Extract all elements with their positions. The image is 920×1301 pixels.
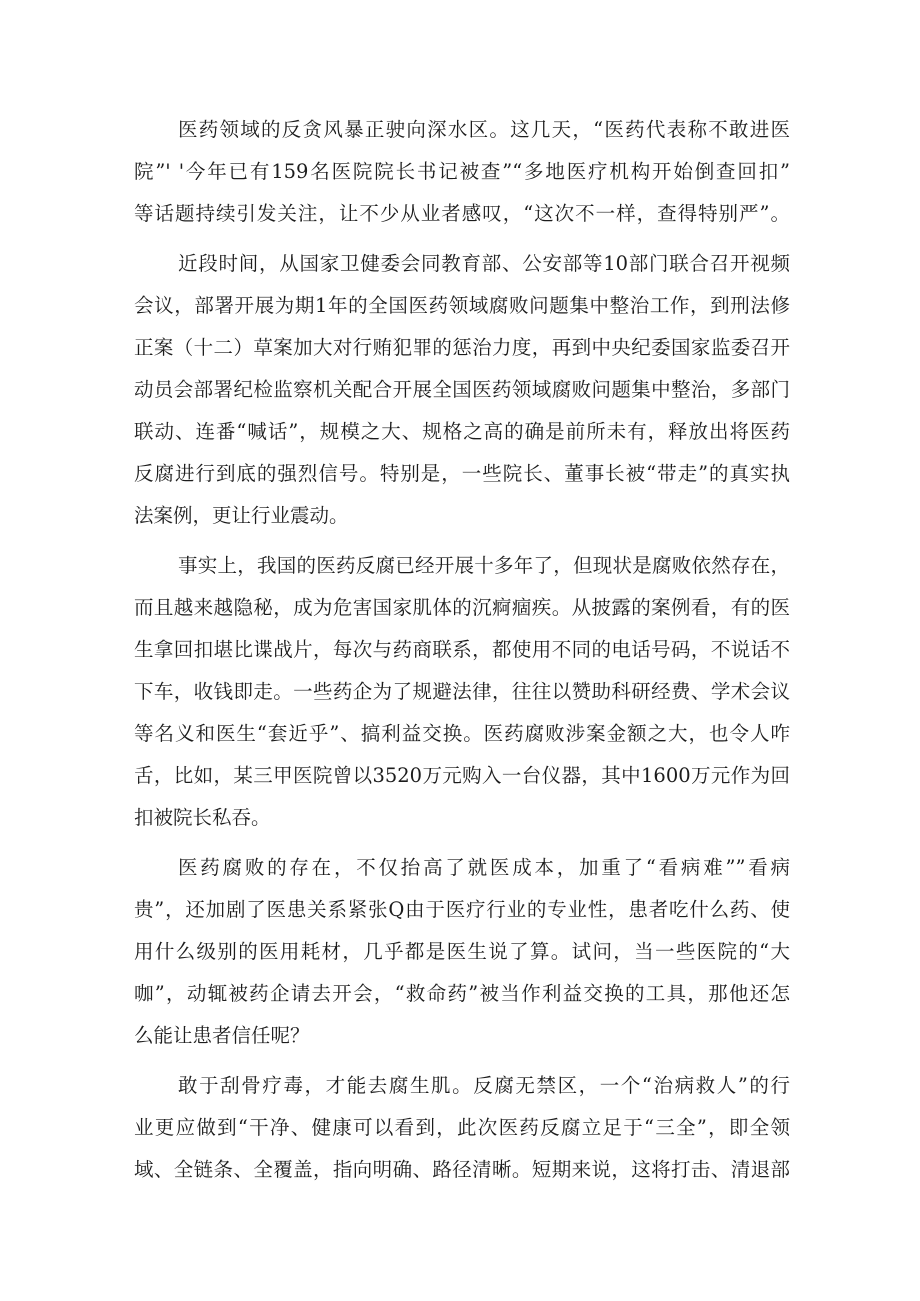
paragraph bbox=[134, 545, 790, 839]
paragraph bbox=[134, 243, 790, 537]
text-line: 而且越来越隐秘，成为危害国家肌体的沉痾痼疾。从披露的案例看，有的医 bbox=[134, 596, 790, 619]
text-line: 域、全链条、全覆盖，指向明确、路径清晰。短期来说，这将打击、清退部 bbox=[134, 1158, 790, 1181]
paragraph bbox=[134, 847, 790, 1057]
text-line: 舌，比如，某三甲医院曾以3520万元购入一台仪器，其中1600万元作为回 bbox=[134, 764, 790, 787]
text-line: 下车，收钱即走。一些药企为了规避法律，往往以赞助科研经费、学术会议 bbox=[134, 680, 790, 703]
text-line: 扣被院长私吞。 bbox=[134, 806, 271, 829]
text-line: 业更应做到“干净、健康可以看到，此次医药反腐立足于“三全”，即全领 bbox=[134, 1116, 790, 1139]
text-line: 生拿回扣堪比谍战片，每次与药商联系，都使用不同的电话号码，不说话不 bbox=[134, 638, 790, 661]
text-line: 医药领域的反贪风暴正驶向深水区。这几天，“医药代表称不敢进医 bbox=[178, 118, 790, 141]
text-line: 近段时间，从国家卫健委会同教育部、公安部等10部门联合召开视频 bbox=[178, 252, 790, 275]
text-line: 联动、连番“喊话”，规模之大、规格之高的确是前所未有，释放出将医药 bbox=[134, 420, 790, 443]
text-line: 反腐进行到底的强烈信号。特别是，一些院长、董事长被“带走”的真实执 bbox=[134, 462, 790, 485]
text-line: 贵”，还加剧了医患关系紧张Q由于医疗行业的专业性，患者吃什么药、使 bbox=[134, 898, 790, 921]
text-line: 用什么级别的医用耗材，几乎都是医生说了算。试问，当一些医院的“大 bbox=[134, 940, 790, 963]
text-line: 么能让患者信任呢？ bbox=[134, 1024, 310, 1047]
paragraph bbox=[134, 109, 790, 235]
paragraph bbox=[134, 1065, 790, 1191]
text-line: 法案例，更让行业震动。 bbox=[134, 504, 349, 527]
text-line: 正案（十二）草案加大对行贿犯罪的惩治力度，再到中央纪委国家监委召开 bbox=[134, 336, 790, 359]
article-body bbox=[134, 109, 790, 1199]
text-line: 事实上，我国的医药反腐已经开展十多年了，但现状是腐败依然存在， bbox=[178, 554, 790, 577]
text-line: 院”' '今年已有159名医院院长书记被查”“多地医疗机构开始倒查回扣” bbox=[134, 160, 790, 183]
text-line: 敢于刮骨疗毒，才能去腐生肌。反腐无禁区，一个“治病救人”的行 bbox=[178, 1074, 790, 1097]
text-line: 等名义和医生“套近乎”、搞利益交换。医药腐败涉案金额之大，也令人咋 bbox=[134, 722, 790, 745]
text-line: 等话题持续引发关注，让不少从业者感叹，“这次不一样，查得特别严”。 bbox=[134, 202, 790, 225]
text-line: 动员会部署纪检监察机关配合开展全国医药领域腐败问题集中整治，多部门 bbox=[134, 378, 790, 401]
text-line: 咖”，动辄被药企请去开会，“救命药”被当作利益交换的工具，那他还怎 bbox=[134, 982, 790, 1005]
text-line: 会议，部署开展为期1年的全国医药领域腐败问题集中整治工作，到刑法修 bbox=[134, 294, 790, 317]
text-line: 医药腐败的存在，不仅抬高了就医成本，加重了“看病难””看病 bbox=[178, 856, 790, 879]
